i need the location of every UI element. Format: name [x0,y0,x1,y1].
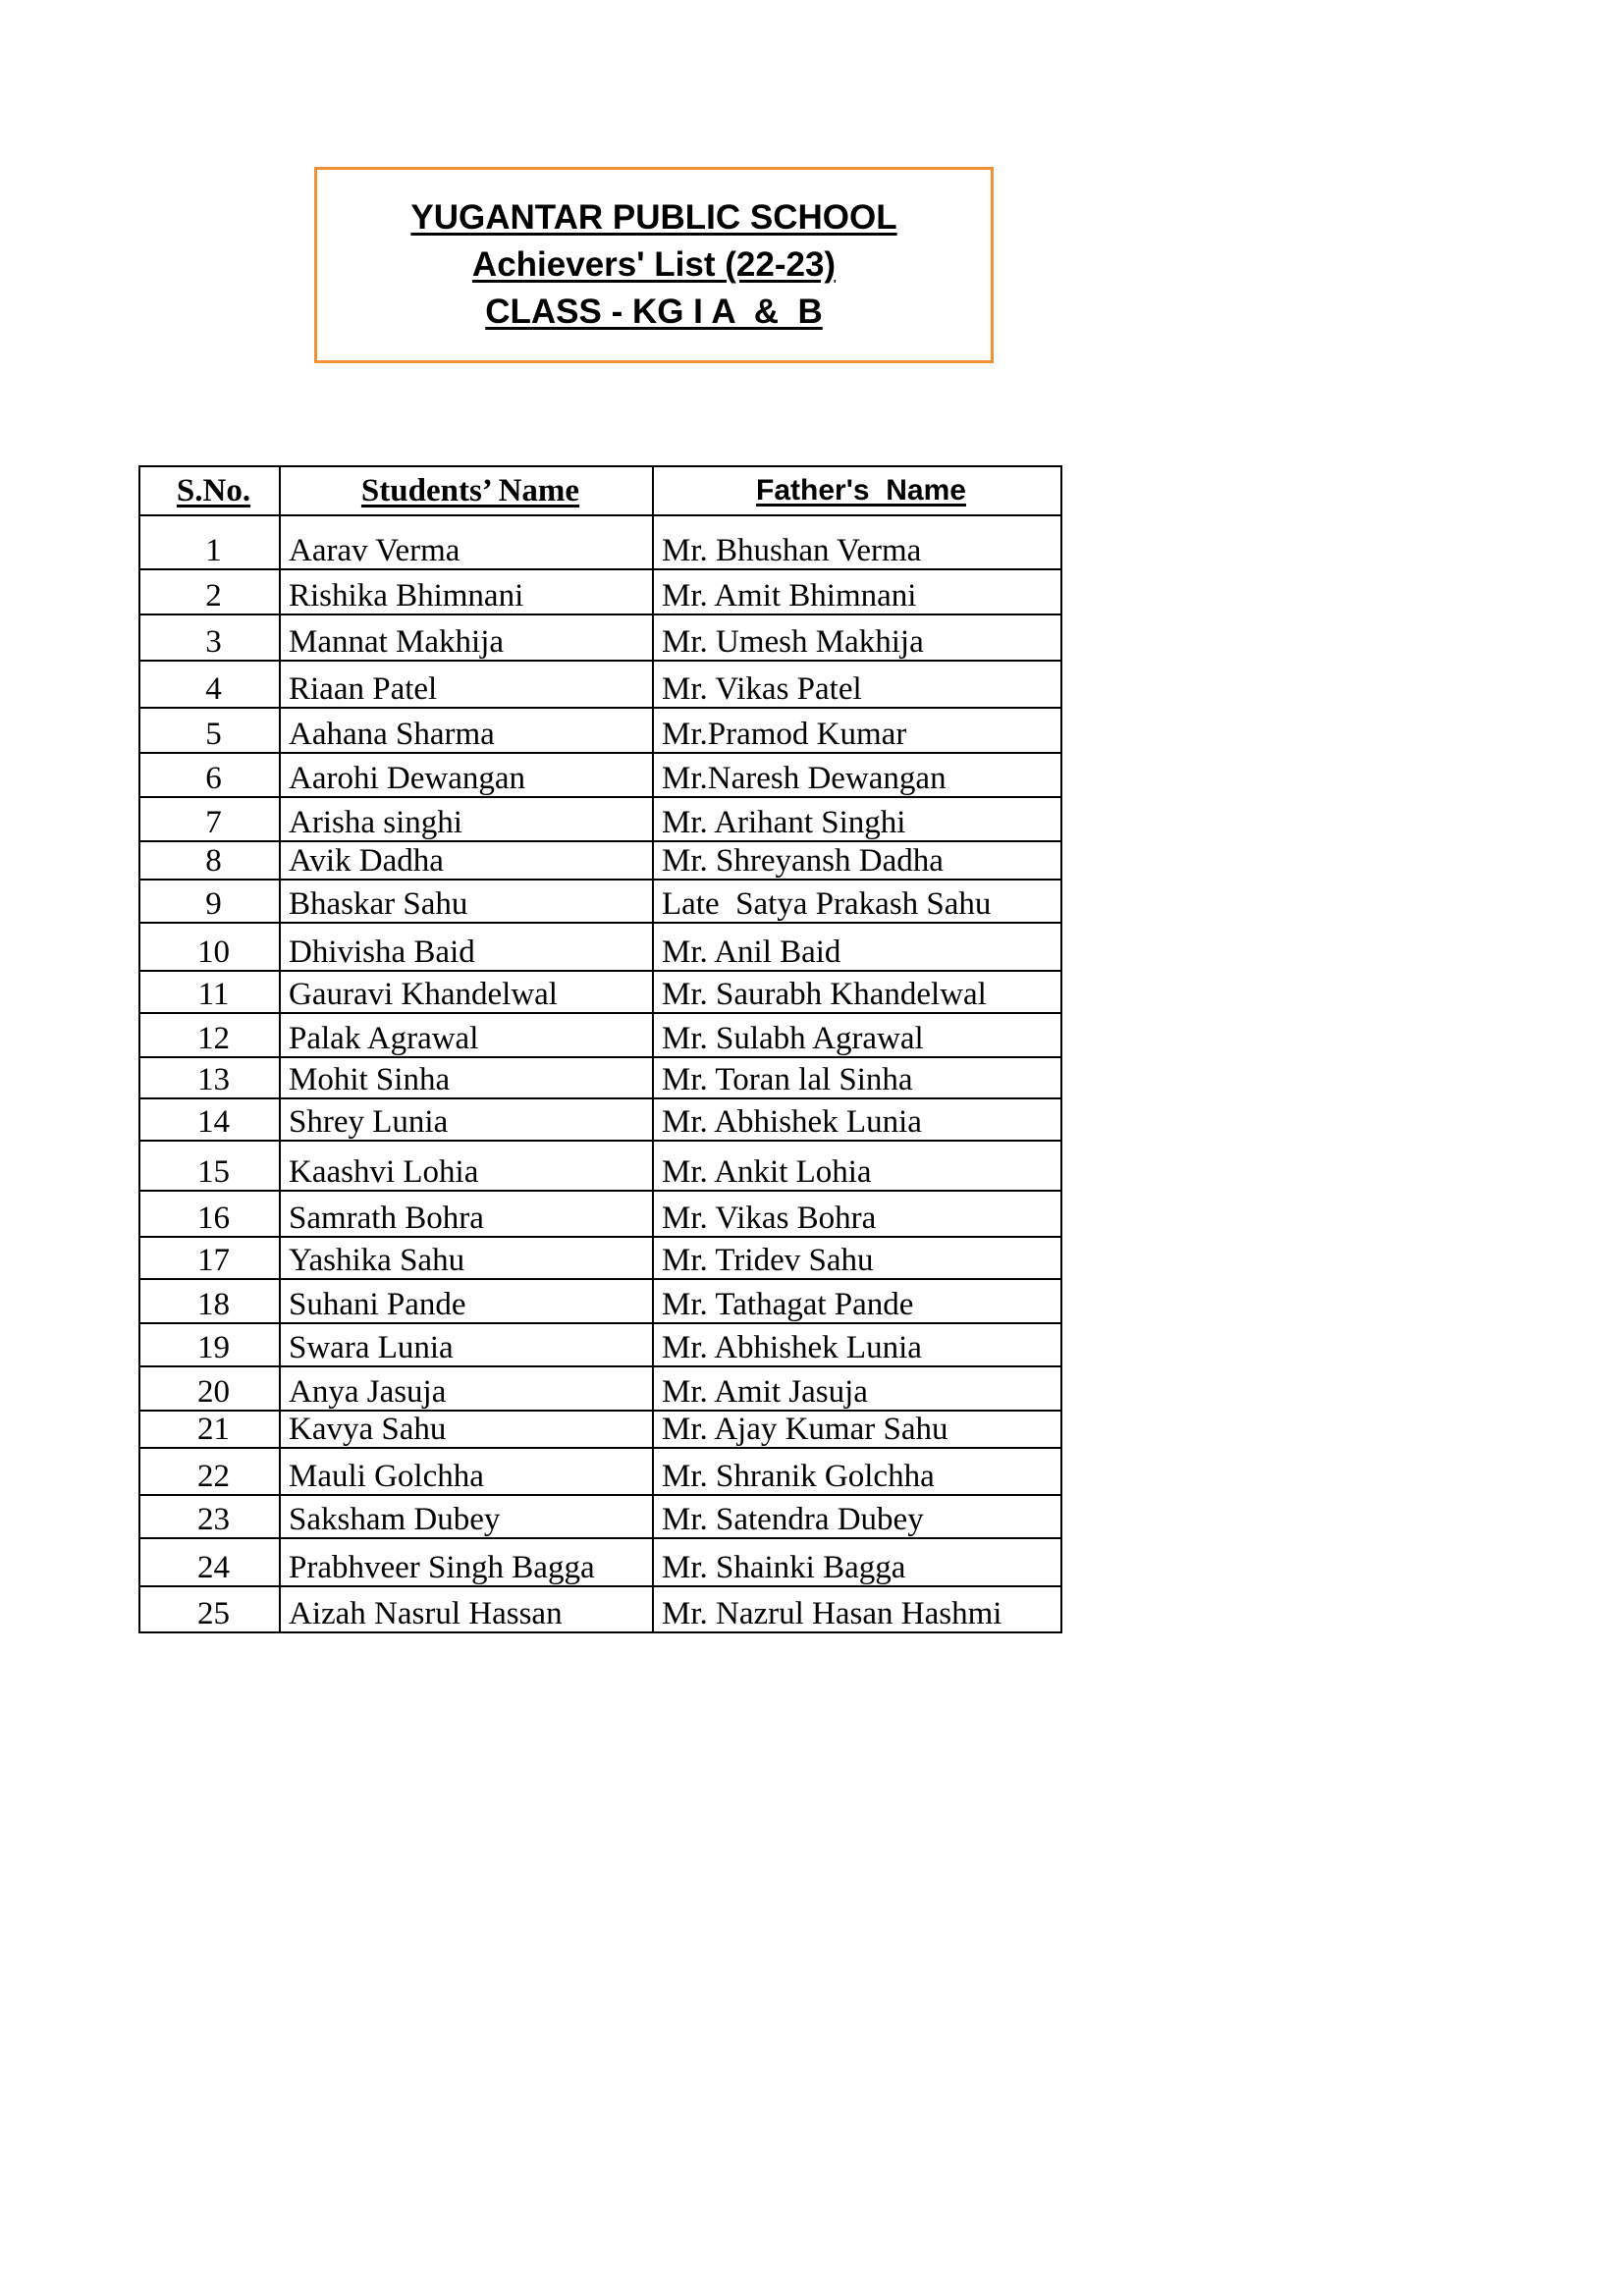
cell-sno: 16 [139,1191,280,1237]
cell-sno: 6 [139,753,280,797]
cell-father-name: Mr. Shranik Golchha [653,1448,1061,1495]
table-row [139,1098,1061,1141]
table-row [139,1538,1061,1586]
cell-father-name: Mr. Satendra Dubey [653,1495,1061,1538]
cell-father-name: Mr. Amit Bhimnani [653,569,1061,614]
cell-student-name: Aarohi Dewangan [280,753,653,797]
table-row [139,797,1061,841]
cell-father-name: Mr. Ajay Kumar Sahu [653,1411,1061,1448]
cell-sno: 24 [139,1538,280,1586]
cell-father-name: Mr. Vikas Bohra [653,1191,1061,1237]
table-row [139,1366,1061,1411]
cell-sno: 13 [139,1057,280,1098]
cell-student-name: Samrath Bohra [280,1191,653,1237]
cell-sno: 20 [139,1366,280,1411]
column-header-student-name: Students’ Name [280,466,653,515]
table-row [139,661,1061,708]
cell-sno: 18 [139,1279,280,1323]
cell-father-name: Mr. Abhishek Lunia [653,1098,1061,1141]
cell-sno: 22 [139,1448,280,1495]
cell-father-name: Mr. Vikas Patel [653,661,1061,708]
table-row [139,1323,1061,1366]
cell-sno: 10 [139,923,280,971]
cell-father-name: Mr. Shainki Bagga [653,1538,1061,1586]
cell-father-name: Mr. Arihant Singhi [653,797,1061,841]
cell-student-name: Palak Agrawal [280,1013,653,1057]
table-row [139,971,1061,1013]
cell-sno: 1 [139,515,280,569]
cell-student-name: Prabhveer Singh Bagga [280,1538,653,1586]
column-header-father-name: Father's Name [653,466,1061,515]
cell-father-name: Mr.Pramod Kumar [653,708,1061,753]
table-row [139,1448,1061,1495]
cell-student-name: Riaan Patel [280,661,653,708]
column-header-sno: S.No. [139,466,280,515]
table-row [139,1013,1061,1057]
cell-student-name: Dhivisha Baid [280,923,653,971]
cell-student-name: Swara Lunia [280,1323,653,1366]
cell-student-name: Avik Dadha [280,841,653,880]
cell-father-name: Mr. Tridev Sahu [653,1237,1061,1279]
table-row [139,753,1061,797]
cell-student-name: Kaashvi Lohia [280,1141,653,1191]
cell-student-name: Bhaskar Sahu [280,880,653,923]
cell-student-name: Saksham Dubey [280,1495,653,1538]
cell-student-name: Mannat Makhija [280,614,653,661]
cell-sno: 9 [139,880,280,923]
table-row [139,1586,1061,1632]
cell-student-name: Aarav Verma [280,515,653,569]
cell-father-name: Late Satya Prakash Sahu [653,880,1061,923]
cell-sno: 14 [139,1098,280,1141]
cell-sno: 3 [139,614,280,661]
cell-father-name: Mr. Tathagat Pande [653,1279,1061,1323]
cell-sno: 23 [139,1495,280,1538]
cell-student-name: Arisha singhi [280,797,653,841]
cell-sno: 25 [139,1586,280,1632]
cell-student-name: Yashika Sahu [280,1237,653,1279]
list-title: Achievers' List (22-23) [471,245,837,284]
table-row [139,841,1061,880]
cell-student-name: Shrey Lunia [280,1098,653,1141]
table-row [139,1411,1061,1448]
cell-sno: 5 [139,708,280,753]
cell-student-name: Aizah Nasrul Hassan [280,1586,653,1632]
school-name: YUGANTAR PUBLIC SCHOOL [410,198,897,237]
cell-father-name: Mr. Abhishek Lunia [653,1323,1061,1366]
cell-father-name: Mr.Naresh Dewangan [653,753,1061,797]
class-line: CLASS - KG I A & B [485,293,823,331]
cell-father-name: Mr. Anil Baid [653,923,1061,971]
cell-student-name: Mauli Golchha [280,1448,653,1495]
cell-father-name: Mr. Saurabh Khandelwal [653,971,1061,1013]
table-row [139,708,1061,753]
cell-father-name: Mr. Nazrul Hasan Hashmi [653,1586,1061,1632]
cell-father-name: Mr. Ankit Lohia [653,1141,1061,1191]
table-body [139,515,1061,1632]
table-row [139,614,1061,661]
cell-sno: 15 [139,1141,280,1191]
cell-sno: 8 [139,841,280,880]
cell-sno: 4 [139,661,280,708]
cell-father-name: Mr. Umesh Makhija [653,614,1061,661]
cell-student-name: Gauravi Khandelwal [280,971,653,1013]
cell-student-name: Mohit Sinha [280,1057,653,1098]
cell-sno: 17 [139,1237,280,1279]
cell-father-name: Mr. Sulabh Agrawal [653,1013,1061,1057]
cell-sno: 21 [139,1411,280,1448]
cell-student-name: Rishika Bhimnani [280,569,653,614]
title-box [314,167,994,363]
table-row [139,1495,1061,1538]
achievers-table [138,465,1062,1633]
cell-student-name: Kavya Sahu [280,1411,653,1448]
cell-student-name: Aahana Sharma [280,708,653,753]
table-header-row [139,466,1061,515]
cell-sno: 7 [139,797,280,841]
cell-father-name: Mr. Shreyansh Dadha [653,841,1061,880]
table-row [139,1141,1061,1191]
cell-student-name: Suhani Pande [280,1279,653,1323]
cell-father-name: Mr. Amit Jasuja [653,1366,1061,1411]
cell-sno: 2 [139,569,280,614]
table-row [139,569,1061,614]
cell-sno: 19 [139,1323,280,1366]
cell-father-name: Mr. Bhushan Verma [653,515,1061,569]
table-row [139,923,1061,971]
table-row [139,515,1061,569]
table-row [139,1279,1061,1323]
table-row [139,1057,1061,1098]
cell-student-name: Anya Jasuja [280,1366,653,1411]
cell-sno: 11 [139,971,280,1013]
table-row [139,1237,1061,1279]
cell-sno: 12 [139,1013,280,1057]
table-row [139,880,1061,923]
table-row [139,1191,1061,1237]
cell-father-name: Mr. Toran lal Sinha [653,1057,1061,1098]
